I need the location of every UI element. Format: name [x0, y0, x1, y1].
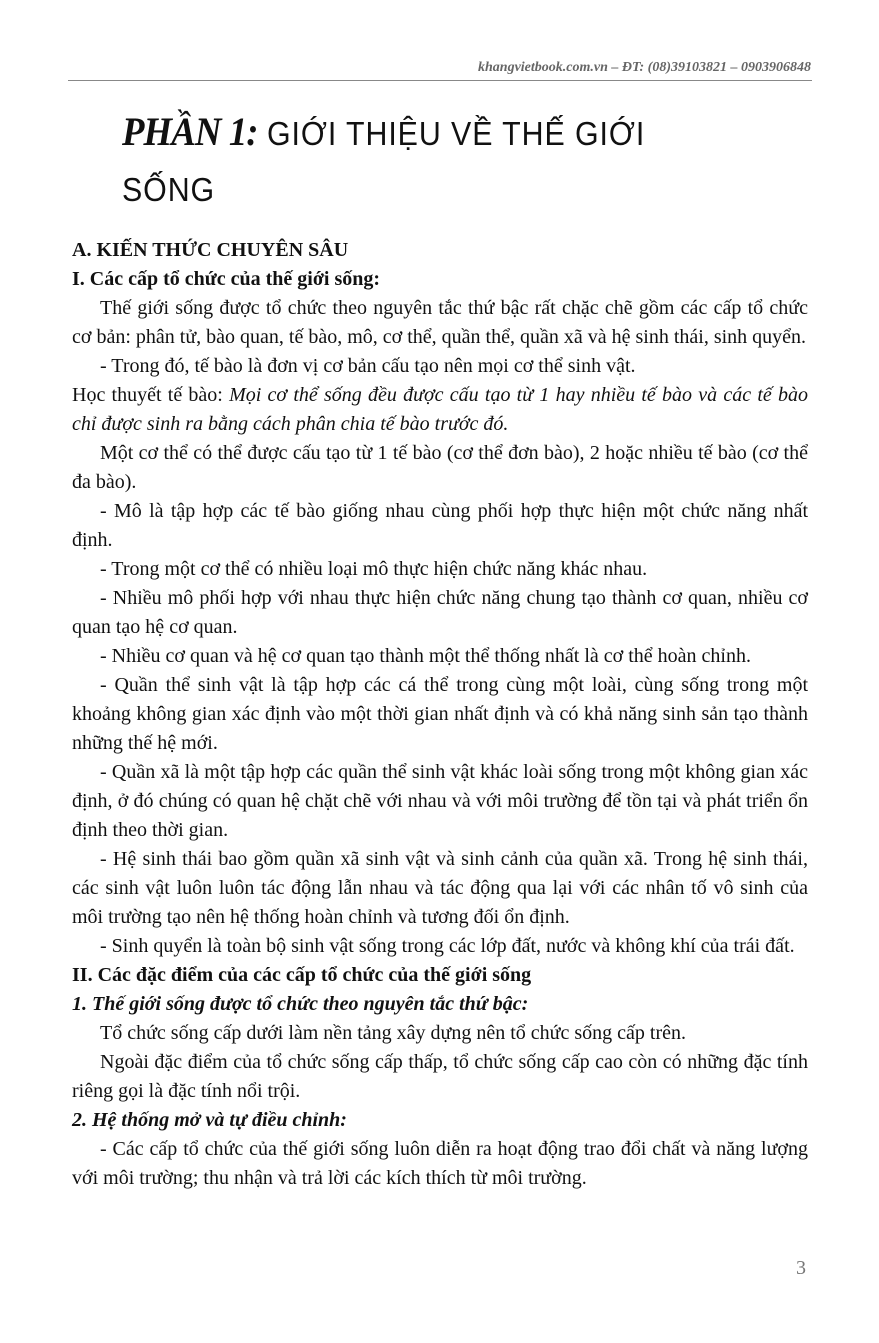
paragraph: - Trong đó, tế bào là đơn vị cơ bản cấu tạo nên mọi cơ thể sinh vật. — [100, 355, 636, 377]
paragraph-cell-theory — [72, 381, 808, 439]
cell-theory-label: Học thuyết tế bào: — [72, 384, 230, 406]
chapter-part-label: PHẦN 1: — [122, 109, 258, 154]
header-divider — [68, 80, 812, 81]
sub-heading: 2. Hệ thống mở và tự điều chỉnh: — [72, 1109, 347, 1131]
paragraph: - Quần thể sinh vật là tập hợp các cá thể trong cùng một loài, cùng sống trong một khoảng không gian xác định vào một thời gian nhất định và có khả năng sinh sản tạo thành những thế hệ mới. — [72, 674, 808, 754]
subsection-heading: II. Các đặc điểm của các cấp tổ chức của thế giới sống — [72, 964, 532, 986]
page-number: 3 — [796, 1257, 806, 1279]
document-body — [72, 236, 808, 1193]
paragraph: - Nhiều mô phối hợp với nhau thực hiện chức năng chung tạo thành cơ quan, nhiều cơ quan tạo hệ cơ quan. — [72, 587, 808, 638]
paragraph: - Sinh quyển là toàn bộ sinh vật sống trong các lớp đất, nước và không khí của trái đất. — [100, 935, 795, 957]
paragraph: - Trong một cơ thể có nhiều loại mô thực hiện chức năng khác nhau. — [100, 558, 648, 580]
sub-heading: 1. Thế giới sống được tổ chức theo nguyên tắc thứ bậc: — [72, 993, 529, 1015]
chapter-title-text: GIỚI THIỆU VỀ THẾ GIỚI SỐNG — [122, 115, 646, 208]
paragraph: - Hệ sinh thái bao gồm quần xã sinh vật và sinh cảnh của quần xã. Trong hệ sinh thái, các sinh vật luôn luôn tác động lẫn nhau và tác động qua lại với các nhân tố vô sinh của môi trường tạo nên hệ thống hoàn chỉnh và tương đối ổn định. — [72, 848, 808, 928]
paragraph: - Các cấp tổ chức của thế giới sống luôn diễn ra hoạt động trao đổi chất và năng lượng với môi trường; thu nhận và trả lời các kích thích từ môi trường. — [72, 1138, 808, 1189]
paragraph: - Mô là tập hợp các tế bào giống nhau cùng phối hợp thực hiện một chức năng nhất định. — [72, 500, 808, 551]
section-heading: A. KIẾN THỨC CHUYÊN SÂU — [72, 239, 349, 261]
paragraph: Tổ chức sống cấp dưới làm nền tảng xây dựng nên tổ chức sống cấp trên. — [100, 1022, 686, 1044]
paragraph: - Quần xã là một tập hợp các quần thể sinh vật khác loài sống trong một không gian xác định, ở đó chúng có quan hệ chặt chẽ với nhau và với môi trường để tồn tại và phát triển ổn định theo thời gian. — [72, 761, 808, 841]
paragraph: - Nhiều cơ quan và hệ cơ quan tạo thành một thể thống nhất là cơ thể hoàn chỉnh. — [100, 645, 751, 667]
paragraph: Thế giới sống được tổ chức theo nguyên tắc thứ bậc rất chặc chẽ gồm các cấp tổ chức cơ bản: phân tử, bào quan, tế bào, mô, cơ thể, quần thể, quần xã và hệ sinh thái, sinh quyển. — [72, 297, 808, 348]
chapter-title — [122, 104, 711, 218]
paragraph: Ngoài đặc điểm của tổ chức sống cấp thấp, tổ chức sống cấp cao còn có những đặc tính riêng gọi là đặc tính nổi trội. — [72, 1051, 808, 1102]
paragraph: Một cơ thể có thể được cấu tạo từ 1 tế bào (cơ thể đơn bào), 2 hoặc nhiều tế bào (cơ thể đa bào). — [72, 442, 808, 493]
page-header: khangvietbook.com.vn – ĐT: (08)39103821 – 0903906848 — [478, 60, 811, 75]
subsection-heading: I. Các cấp tổ chức của thế giới sống: — [72, 268, 381, 290]
cell-theory-text: Mọi cơ thể sống đều được cấu tạo từ 1 hay nhiều tế bào và các tế bào chỉ được sinh ra bằng cách phân chia tế bào trước đó. — [72, 384, 808, 435]
